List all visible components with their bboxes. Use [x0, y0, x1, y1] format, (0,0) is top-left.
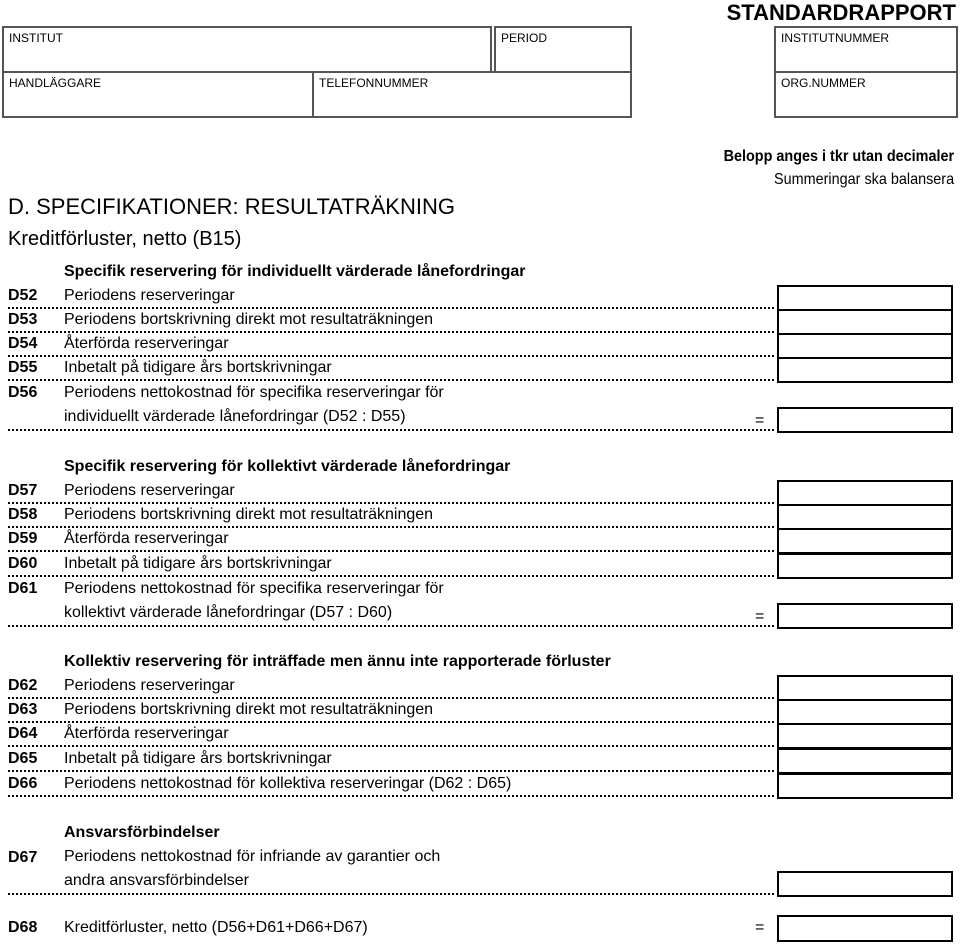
- amount-input-d58[interactable]: [777, 504, 953, 530]
- row-code: D67: [8, 849, 38, 866]
- row-code: D59: [8, 530, 38, 547]
- amount-input-d56[interactable]: [777, 407, 953, 433]
- period-label: PERIOD: [501, 31, 548, 45]
- row-label: Periodens bortskrivning direkt mot resultaträkningen: [64, 506, 434, 523]
- row-label: Inbetalt på tidigare års bortskrivningar: [64, 555, 332, 572]
- amount-input-d55[interactable]: [777, 357, 953, 383]
- orgnummer-field[interactable]: [774, 71, 958, 118]
- handlaggare-field[interactable]: [2, 71, 314, 118]
- amount-input-d63[interactable]: [777, 699, 953, 725]
- dotted-leader: [8, 550, 774, 552]
- dotted-leader: [8, 355, 774, 357]
- dotted-leader: [8, 526, 774, 528]
- report-title: STANDARDRAPPORT: [726, 0, 956, 25]
- institutnummer-label: INSTITUTNUMMER: [781, 31, 889, 45]
- row-code: D53: [8, 311, 38, 328]
- row-label: Inbetalt på tidigare års bortskrivningar: [64, 359, 332, 376]
- amount-note: Belopp anges i tkr utan decimaler: [723, 148, 954, 165]
- equals-sign: =: [755, 608, 765, 625]
- amount-input-d54[interactable]: [777, 333, 953, 359]
- institut-field[interactable]: [2, 26, 492, 73]
- row-label: Återförda reserveringar: [64, 725, 229, 742]
- row-label: Kreditförluster, netto (D56+D61+D66+D67): [64, 919, 368, 936]
- dotted-leader: [8, 575, 774, 577]
- amount-input-d64[interactable]: [777, 723, 953, 749]
- dotted-leader: [8, 795, 774, 797]
- section-title: D. SPECIFIKATIONER: RESULTATRÄKNING: [8, 194, 455, 219]
- row-code: D56: [8, 384, 38, 401]
- dotted-leader: [8, 625, 774, 627]
- orgnummer-label: ORG.NUMMER: [781, 76, 866, 90]
- dotted-leader: [8, 379, 774, 381]
- dotted-leader: [8, 745, 774, 747]
- row-code: D64: [8, 725, 38, 742]
- telefonnummer-label: TELEFONNUMMER: [319, 76, 429, 90]
- amount-input-d60[interactable]: [777, 553, 953, 579]
- amount-input-d67[interactable]: [777, 871, 953, 897]
- group-heading-contingent: Ansvarsförbindelser: [64, 824, 220, 841]
- row-code: D66: [8, 775, 38, 792]
- institutnummer-field[interactable]: [774, 26, 958, 73]
- amount-input-d59[interactable]: [777, 528, 953, 554]
- row-code: D60: [8, 555, 38, 572]
- balance-note: Summeringar ska balansera: [773, 171, 954, 188]
- row-code: D52: [8, 287, 38, 304]
- row-label-continued: andra ansvarsförbindelser: [64, 872, 249, 889]
- period-field[interactable]: [494, 26, 632, 73]
- row-label: Periodens nettokostnad för specifika reserveringar för: [64, 580, 444, 597]
- row-code: D62: [8, 677, 38, 694]
- amount-input-d68[interactable]: [777, 915, 953, 942]
- row-code: D58: [8, 506, 38, 523]
- row-label: Periodens reserveringar: [64, 677, 235, 694]
- row-code: D68: [8, 919, 38, 936]
- equals-sign: =: [755, 919, 765, 936]
- amount-input-d57[interactable]: [777, 480, 953, 506]
- group-heading-collective: Specifik reservering för kollektivt värderade lånefordringar: [64, 458, 511, 475]
- row-label: Periodens bortskrivning direkt mot resultaträkningen: [64, 311, 434, 328]
- handlaggare-label: HANDLÄGGARE: [9, 76, 102, 90]
- group-heading-ibnr: Kollektiv reservering för inträffade men ännu inte rapporterade förluster: [64, 653, 611, 670]
- row-code: D61: [8, 580, 38, 597]
- row-label: Återförda reserveringar: [64, 530, 229, 547]
- row-label: Periodens nettokostnad för kollektiva reserveringar (D62 : D65): [64, 775, 512, 792]
- dotted-leader: [8, 502, 774, 504]
- dotted-leader: [8, 721, 774, 723]
- dotted-leader: [8, 770, 774, 772]
- row-code: D55: [8, 359, 38, 376]
- equals-sign: =: [755, 412, 765, 429]
- amount-input-d61[interactable]: [777, 603, 953, 629]
- row-label: Inbetalt på tidigare års bortskrivningar: [64, 750, 332, 767]
- amount-input-d62[interactable]: [777, 675, 953, 701]
- row-code: D65: [8, 750, 38, 767]
- section-subtitle: Kreditförluster, netto (B15): [8, 228, 242, 250]
- row-code: D63: [8, 701, 38, 718]
- dotted-leader: [8, 893, 774, 895]
- amount-input-d66[interactable]: [777, 773, 953, 799]
- group-heading-individual: Specifik reservering för individuellt värderade lånefordringar: [64, 263, 526, 280]
- row-label-continued: individuellt värderade lånefordringar (D52 : D55): [64, 408, 406, 425]
- row-label: Återförda reserveringar: [64, 335, 229, 352]
- dotted-leader: [8, 331, 774, 333]
- amount-input-d53[interactable]: [777, 309, 953, 335]
- telefonnummer-field[interactable]: [312, 71, 632, 118]
- dotted-leader: [8, 307, 774, 309]
- row-label: Periodens nettokostnad för specifika reserveringar för: [64, 384, 444, 401]
- row-code: D54: [8, 335, 38, 352]
- amount-input-d52[interactable]: [777, 285, 953, 311]
- row-label: Periodens reserveringar: [64, 287, 235, 304]
- row-code: D57: [8, 482, 38, 499]
- row-label: Periodens reserveringar: [64, 482, 235, 499]
- institut-label: INSTITUT: [9, 31, 63, 45]
- row-label: Periodens bortskrivning direkt mot resultaträkningen: [64, 701, 434, 718]
- row-label: Periodens nettokostnad för infriande av garantier och: [64, 848, 441, 865]
- row-label-continued: kollektivt värderade lånefordringar (D57 : D60): [64, 604, 393, 621]
- dotted-leader: [8, 697, 774, 699]
- amount-input-d65[interactable]: [777, 748, 953, 774]
- dotted-leader: [8, 429, 774, 431]
